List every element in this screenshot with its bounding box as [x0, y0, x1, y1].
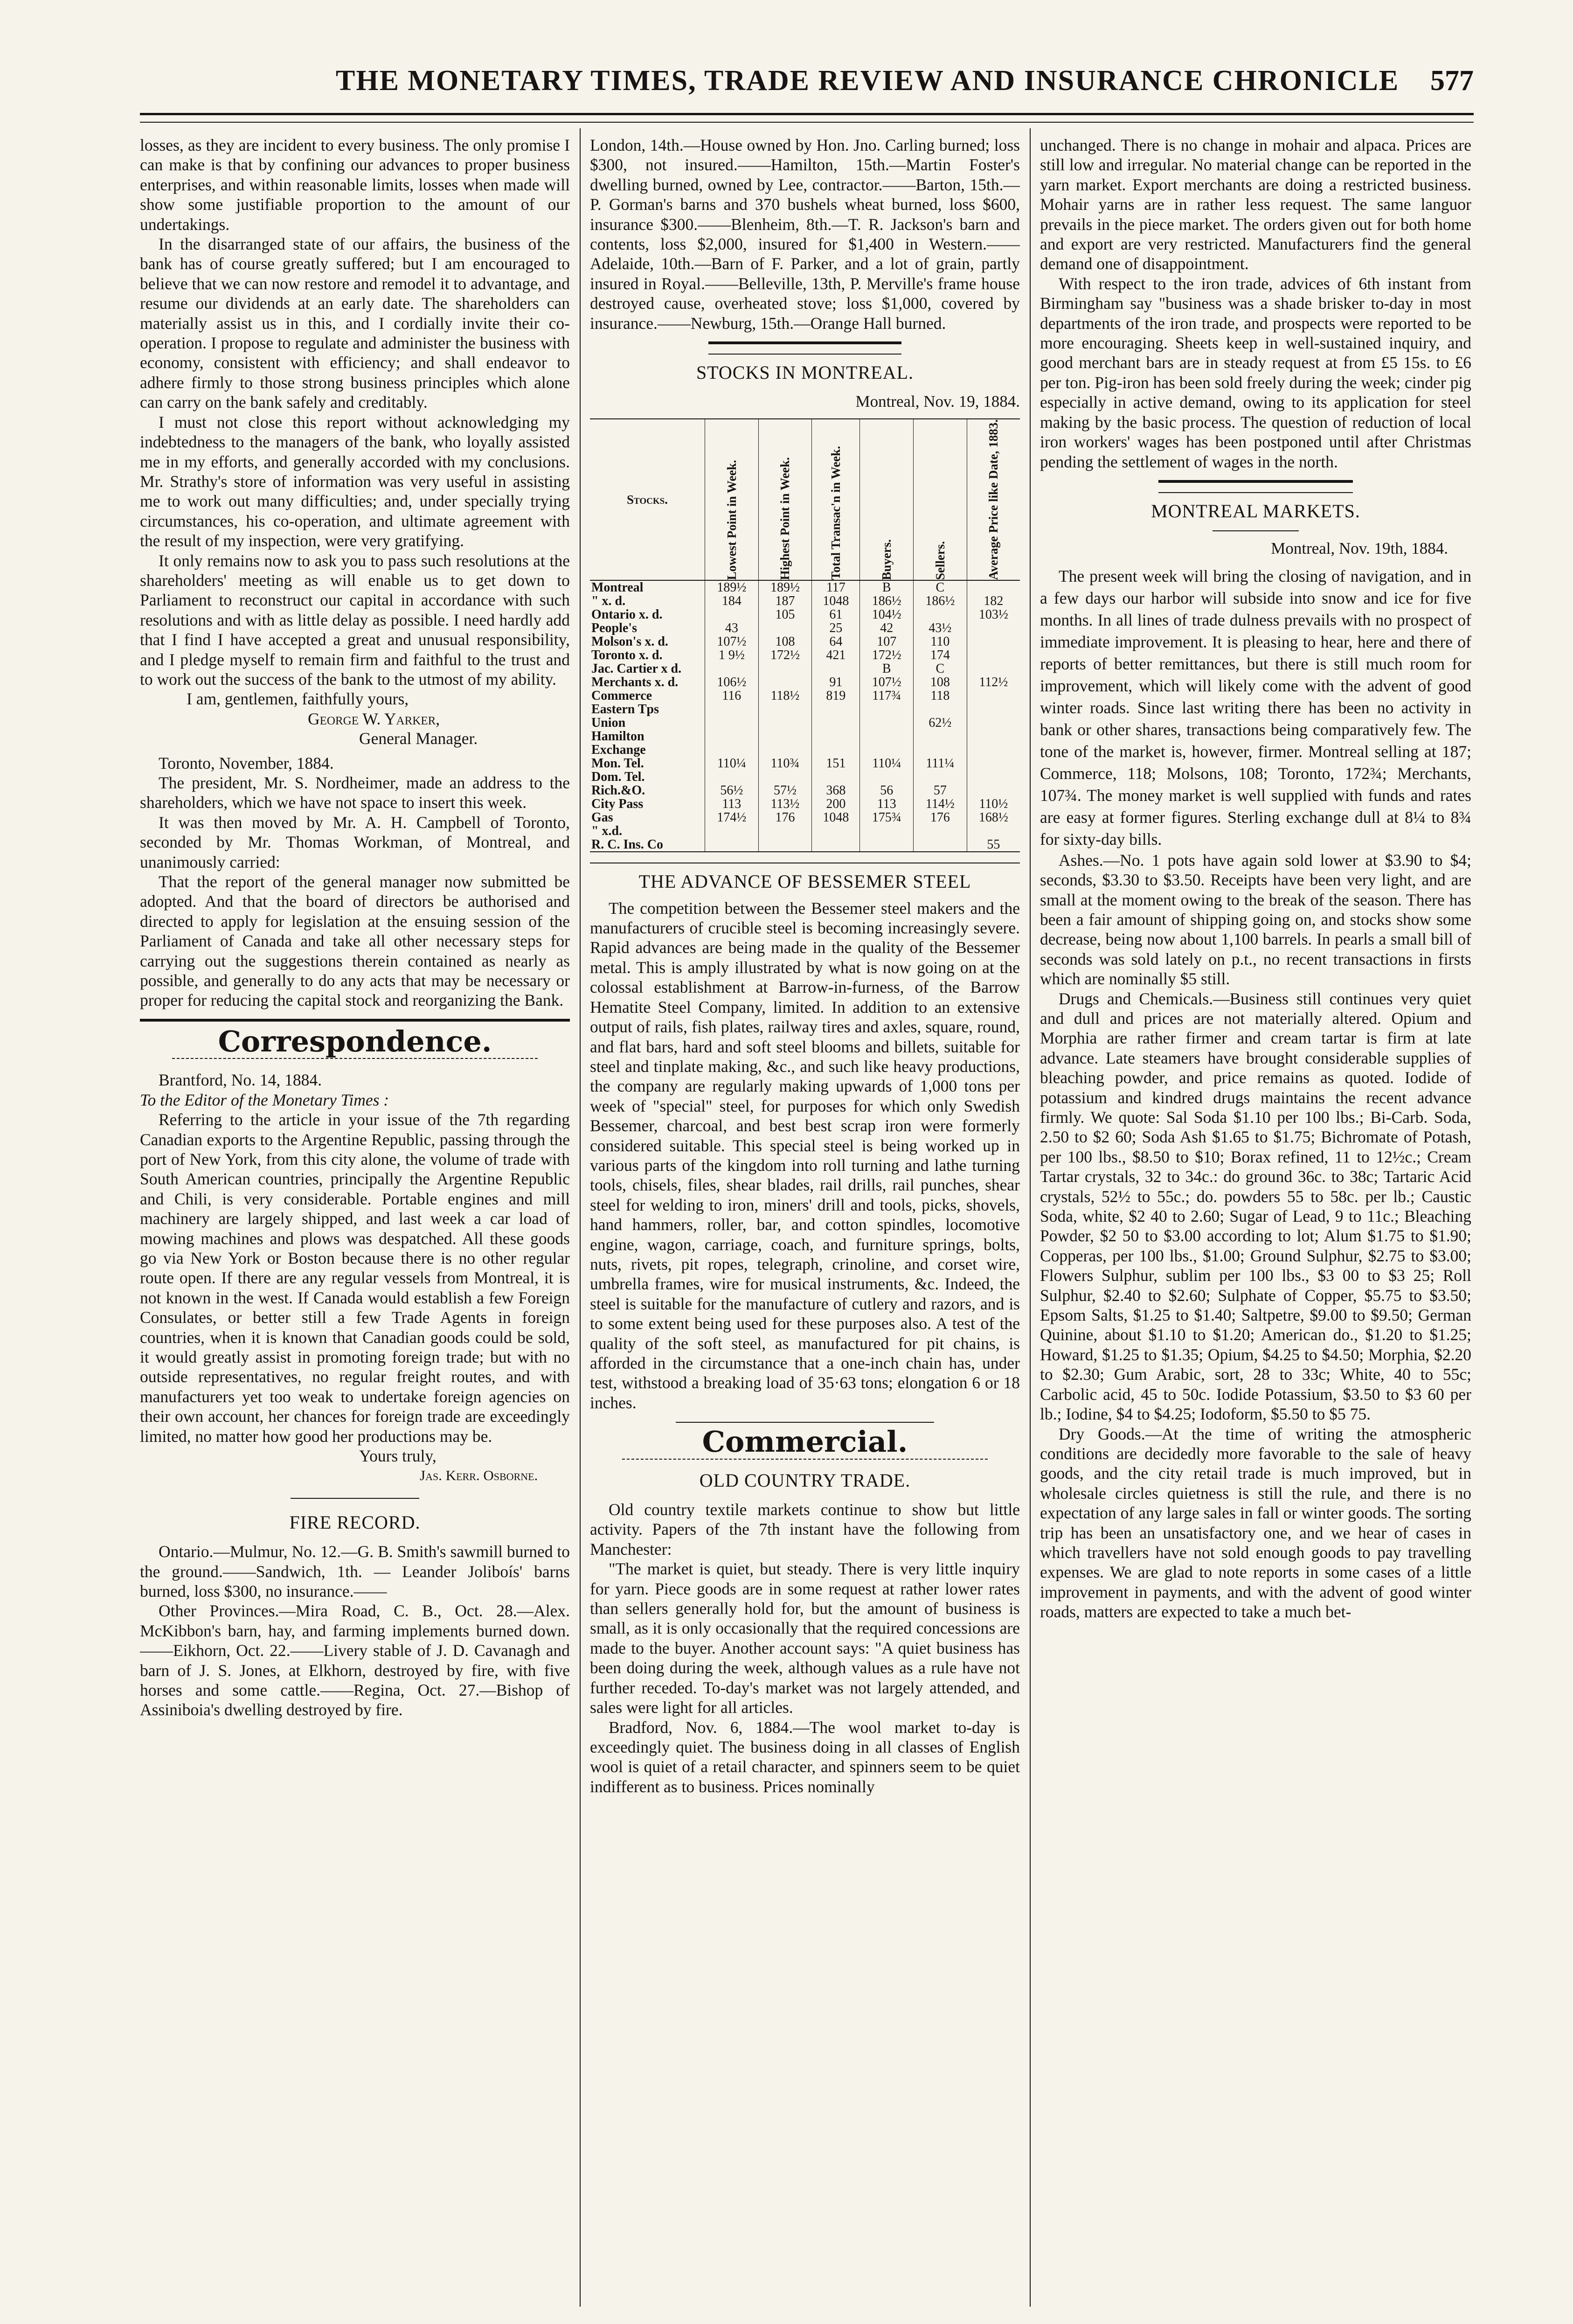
paragraph: I must not close this report without acknowledging my indebtedness to the managers of the bank, who loyally assisted me in my efforts, and generally accorded with my conclusions. Mr. Strathy's store of information was very useful in assisting me to work out many difficulties; and, under specially trying circumstances, his co-operation, and ultimate agreement with the result of my inspection, were very gratifying. [140, 412, 570, 550]
table-cell [860, 730, 914, 743]
stock-name-cell: Hamilton [591, 729, 644, 744]
table-cell: 103½ [967, 608, 1020, 621]
table-cell: 819 [812, 689, 860, 703]
table-cell [914, 730, 967, 743]
paragraph: The competition between the Bessemer steel makers and the manufacturers of crucible steel is becoming increasingly severe. Rapid advances are being made in the quality of the Bessemer metal. This is amply illustrated by what is now going on at the colossal establishment at Barrow-in-furness, of the Barrow Hematite Steel Company, limited. In addition to an extensive output of rails, fish plates, railway tires and axles, square, round, and flat bars, hard and soft steel blooms and billets, suitable for steel and tinplate making, &c., and such like heavy productions, the company are regularly making upwards of 1,000 tons per week of "special" steel, for purposes for which only Swedish Bessemer, charcoal, and best best scrap iron were formerly considered suitable. This special steel is being worked up in various parts of the kingdom into roll turning and lathe turning tools, chisels, files, shear blades, rail drills, rail punches, shear steel for welding to iron, miners' drill and tools, picks, shovels, hand hammers, roller, bar, and cotton spindles, locomotive engine, wagon, carriage, coach, and furniture springs, bolts, nuts, rivets, pit ropes, telegraph, crinoline, and corset wire, umbrella frames, wire for musical instruments, &c. Indeed, the steel is suitable for the manufacture of cutlery and razors, and is to some extent being used for these purposes also. A test of the quality of the soft steel, as manufactured for pit chains, is afforded in the circumstance that a one-inch chain has, under test, withstood a breaking load of 35·63 tons; elongation 6 or 18 inches. [590, 898, 1020, 1412]
paragraph: London, 14th.—House owned by Hon. Jno. Carling burned; loss $300, not insured.——Hamilton, 15th.—Martin Foster's dwelling burned, owned by Lee, contractor.——Barton, 15th.—P. Gorman's barns and 370 bushels wheat burned, loss $600, insurance $300.——Blenheim, 8th.—T. R. Jackson's barn and contents, loss $2,000, insured for $1,400 in Western.——Adelaide, 10th.—Barn of F. Parker, and a lot of grain, partly insured in Royal.——Belleville, 13th, P. Merville's frame house destroyed cause, overheated stove; loss $1,000, covered by insurance.——Newburg, 15th.—Orange Hall burned. [590, 136, 1020, 333]
table-cell: 64 [812, 635, 860, 648]
column-header: Buyers. [860, 419, 914, 580]
table-cell [812, 743, 860, 757]
column-header: Total Transac'n in Week. [812, 419, 860, 580]
table-cell [705, 743, 759, 757]
table-cell [758, 621, 812, 635]
table-cell: 110½ [967, 797, 1020, 811]
table-row [590, 784, 1020, 797]
table-cell [860, 716, 914, 730]
table-cell: 184 [705, 594, 759, 608]
table-cell [914, 703, 967, 716]
table-cell [967, 689, 1020, 703]
table-cell: 62½ [914, 716, 967, 730]
table-cell: 107½ [705, 635, 759, 648]
table-cell: 108 [914, 675, 967, 689]
table-cell: 110¼ [860, 757, 914, 770]
table-cell: 55 [967, 838, 1020, 852]
table-row [590, 743, 1020, 757]
table-cell [705, 838, 759, 852]
ornament-rule [622, 1459, 988, 1461]
table-cell: 107½ [860, 675, 914, 689]
paragraph: The president, Mr. S. Nordheimer, made an address to the shareholders, which we have not space to insert this week. [140, 773, 570, 812]
table-cell [812, 730, 860, 743]
section-rule [1213, 530, 1299, 531]
table-cell [705, 662, 759, 675]
table-cell: 168½ [967, 811, 1020, 824]
paragraph: unchanged. There is no change in mohair and alpaca. Prices are still low and irregular. No material change can be reported in the yarn market. Export merchants are doing a restricted business. Mohair yarns are in rather less request. The same languor prevails in the piece market. The orders given out for both home and export are very restricted. Manufacturers find the general demand one of disappointment. [1040, 136, 1471, 273]
table-cell: 1048 [812, 811, 860, 824]
stock-name-cell: Gas [591, 810, 613, 825]
table-cell: 91 [812, 675, 860, 689]
table-cell [967, 784, 1020, 797]
table-cell [967, 648, 1020, 662]
table-cell [967, 703, 1020, 716]
table-cell: 186½ [860, 594, 914, 608]
paragraph: Ontario.—Mulmur, No. 12.—G. B. Smith's sawmill burned to the ground.——Sandwich, 1th. — Leander Joliboís' barns burned, loss $300, no insurance.—— [140, 1542, 570, 1601]
table-cell: 113 [860, 797, 914, 811]
table-cell: B [860, 580, 914, 594]
column-right [1040, 135, 1471, 2304]
table-cell [812, 838, 860, 852]
table-cell: 117¾ [860, 689, 914, 703]
stock-name-cell: Rich.&O. [591, 783, 645, 798]
column-header: Lowest Point in Week. [705, 419, 759, 580]
stocks-table [590, 418, 1020, 852]
table-cell [860, 770, 914, 784]
table-cell: 175¾ [860, 811, 914, 824]
table-cell [758, 716, 812, 730]
table-cell: 174 [914, 648, 967, 662]
stocks-dateline: Montreal, Nov. 19, 1884. [855, 392, 1020, 411]
stock-name-cell: Toronto x. d. [591, 648, 663, 663]
table-cell: 172½ [758, 648, 812, 662]
table-cell [967, 621, 1020, 635]
table-cell: 200 [812, 797, 860, 811]
column-divider [580, 128, 581, 2307]
section-rule [676, 1422, 934, 1423]
table-cell [967, 635, 1020, 648]
table-row [590, 770, 1020, 784]
letter-body: Referring to the article in your issue of the 7th regarding Canadian exports to the Argentine Republic, passing through the port of New York, from this city alone, the volume of trade with South American countries, principally the Argentine Republic and Chili, is very considerable. Portable engines and mill machinery are largely shipped, and last week a car load of mowing machines and plows was despatched. All these goods go via New York or Boston because there is no other regular route open. If there are any regular vessels from Montreal, it is not known in the west. If Canada would establish a few Foreign Consulates, or better still a few Trade Agents in foreign countries, when it is known that Canadian goods could be sold, it would greatly assist in promoting foreign trade; but with no outside representatives, no regular freight routes, and with manufacturers yet too weak to undertake foreign agencies on their own account, her chances for foreign trade are exceedingly limited, no matter how good her productions may be. [140, 1110, 570, 1446]
table-cell: 189½ [705, 580, 759, 594]
table-cell: 105 [758, 608, 812, 621]
table-cell [967, 757, 1020, 770]
table-cell [967, 730, 1020, 743]
table-cell [758, 662, 812, 675]
table-row [590, 730, 1020, 743]
table-cell [967, 662, 1020, 675]
stock-name-cell: Jac. Cartier x d. [591, 661, 682, 676]
table-cell [967, 743, 1020, 757]
table-cell: 110¼ [705, 757, 759, 770]
table-cell: 189½ [758, 580, 812, 594]
table-cell: 107 [860, 635, 914, 648]
page-number: 577 [1430, 65, 1474, 97]
ornament-rule [1158, 480, 1352, 493]
table-cell [705, 608, 759, 621]
table-cell: 106½ [705, 675, 759, 689]
table-row [590, 797, 1020, 811]
stock-name-cell: Dom. Tel. [591, 770, 645, 785]
table-row [590, 635, 1020, 648]
paragraph: Dry Goods.—At the time of writing the atmospheric conditions are decidedly more favorable to the sale of heavy goods, and the city retail trade is much improved, but in wholesale circles quietness is still the rule, and there is no expectation of any large sales in fall or winter goods. The sorting trip has been an unsatisfactory one, and we hear of cases in which travellers have not sold enough goods to pay travelling expenses. We are glad to note reports in some cases of a little improvement in payments, and with the advent of good winter roads, matters are expected to take a much bet- [1040, 1424, 1471, 1621]
table-row [590, 621, 1020, 635]
table-cell: 117 [812, 580, 860, 594]
table-cell: 118½ [758, 689, 812, 703]
montreal-markets-heading: MONTREAL MARKETS. [1151, 500, 1360, 522]
table-cell [758, 730, 812, 743]
publication-title: THE MONETARY TIMES, TRADE REVIEW AND INSURANCE CHRONICLE [336, 65, 1400, 97]
table-cell: 1 9½ [705, 648, 759, 662]
commercial-heading: Commercial. [702, 1425, 908, 1459]
column-divider [1030, 128, 1031, 2307]
column-header: Highest Point in Week. [758, 419, 812, 580]
table-cell [812, 716, 860, 730]
table-cell: 56 [860, 784, 914, 797]
letter-dateline: Brantford, No. 14, 1884. [159, 1071, 322, 1090]
table-cell [914, 770, 967, 784]
ornament-rule [708, 341, 902, 355]
table-cell [705, 770, 759, 784]
table-cell: 116 [705, 689, 759, 703]
paragraph: Old country textile markets continue to show but little activity. Papers of the 7th instant have the following from Manchester: [590, 1500, 1020, 1559]
ornament-rule [172, 1058, 538, 1061]
stock-name-cell: Commerce [591, 689, 652, 703]
table-cell [967, 716, 1020, 730]
table-cell: 187 [758, 594, 812, 608]
table-cell [705, 824, 759, 838]
table-cell: 118 [914, 689, 967, 703]
header-rule [140, 113, 1474, 123]
table-cell: 61 [812, 608, 860, 621]
paragraph: "The market is quiet, but steady. There is very little inquiry for yarn. Piece goods are in some request at rather lower rates than sellers generally hold for, but the amount of business is small, as it is only occasionally that the required concessions are made to the buyer. Another account says: "A quiet business has been doing during the week, although values as a rule have not further receded. To-day's market was not largely attended, and sales were light for all articles. [590, 1559, 1020, 1717]
letter-closing: Yours truly, [359, 1447, 437, 1465]
page-header [140, 56, 1474, 107]
table-cell [914, 608, 967, 621]
paragraph: Bradford, Nov. 6, 1884.—The wool market to-day is exceedingly quiet. The business doing in all classes of English wool is quiet of a retail character, and spinners seem to be quiet indifferent as to business. Prices nominally [590, 1718, 1020, 1796]
table-row [590, 648, 1020, 662]
stock-name-cell: City Pass [591, 797, 644, 812]
table-cell: 43½ [914, 621, 967, 635]
table-cell: 57½ [758, 784, 812, 797]
table-cell: 368 [812, 784, 860, 797]
paragraph: Other Provinces.—Mira Road, C. B., Oct. 28.—Alex. McKibbon's barn, hay, and farming implements burned down.——Eikhorn, Oct. 22.——Livery stable of J. D. Cavanagh and barn of J. S. Jones, at Elkhorn, destroyed by fire, with five horses and some cattle.——Regina, Oct. 27.—Bishop of Assiniboia's dwelling destroyed by fire. [140, 1601, 570, 1719]
table-cell: 113 [705, 797, 759, 811]
table-cell: 110¾ [758, 757, 812, 770]
table-cell: C [914, 662, 967, 675]
table-cell [758, 770, 812, 784]
table-cell: 182 [967, 594, 1020, 608]
table-cell [914, 824, 967, 838]
paragraph: losses, as they are incident to every business. The only promise I can make is that by confining our advances to proper business enterprises, and within reasonable limits, losses when made will show some justifiable proportion to the amount of our undertakings. [140, 136, 570, 234]
table-cell: 174½ [705, 811, 759, 824]
table-cell: 176 [914, 811, 967, 824]
table-cell: 151 [812, 757, 860, 770]
dateline: Toronto, November, 1884. [159, 753, 334, 772]
signature-title: General Manager. [359, 729, 478, 748]
table-row [590, 580, 1020, 594]
paragraph: The present week will bring the closing of navigation, and in a few days our harbor will subside into snow and ice for five months. In all lines of trade dulness prevails with no prospect of immediate improvement. It is pleasing to hear, here and there of reports of better remittances, but there is still much room for improvement, which will likely come with the advent of good winter roads. Since last writing there has been no activity in bank or other shares, transactions being comparatively few. The tone of the market is, however, firmer. Montreal selling at 187; Commerce, 118; Molsons, 108; Toronto, 172¾; Merchants, 107¾. The money market is well supplied with funds and rates are easy at former figures. Sterling exchange dull at 8¼ to 8¾ for sixty-day bills. [1040, 566, 1471, 849]
table-cell: 114½ [914, 797, 967, 811]
table-cell: 1048 [812, 594, 860, 608]
table-cell [758, 675, 812, 689]
table-row [590, 689, 1020, 703]
bessemer-heading: THE ADVANCE OF BESSEMER STEEL [638, 871, 971, 892]
table-cell [758, 838, 812, 852]
table-cell [967, 580, 1020, 594]
table-cell: 104½ [860, 608, 914, 621]
table-row [590, 757, 1020, 770]
table-cell [758, 703, 812, 716]
stocks-table-body [590, 580, 1020, 852]
table-cell: C [914, 580, 967, 594]
table-cell [914, 743, 967, 757]
table-cell [705, 716, 759, 730]
table-cell [705, 703, 759, 716]
table-cell: 25 [812, 621, 860, 635]
column-header: Average Price like Date, 1883. [967, 419, 1020, 580]
fire-record-heading: FIRE RECORD. [289, 1511, 421, 1533]
stocks-heading: STOCKS IN MONTREAL. [696, 362, 914, 383]
signature-name: George W. Yarker, [308, 709, 440, 728]
stock-name-cell: Ontario x. d. [591, 607, 663, 622]
table-cell [705, 730, 759, 743]
table-row [590, 716, 1020, 730]
stock-name-cell: " x. d. [591, 594, 626, 609]
stock-name-cell: Mon. Tel. [591, 756, 644, 771]
section-rule [140, 1019, 570, 1023]
column-left [140, 135, 570, 2304]
table-cell [758, 824, 812, 838]
table-row [590, 594, 1020, 608]
section-rule [291, 1498, 420, 1501]
table-cell: 43 [705, 621, 759, 635]
stock-name-cell: People's [591, 621, 637, 636]
table-cell: B [860, 662, 914, 675]
table-cell: 108 [758, 635, 812, 648]
signature-line: I am, gentlemen, faithfully yours, [187, 689, 409, 709]
table-cell [812, 770, 860, 784]
table-row [590, 824, 1020, 838]
column-header: Stocks. [627, 492, 668, 507]
table-row [590, 703, 1020, 716]
table-row [590, 608, 1020, 621]
stock-name-cell: Exchange [591, 743, 646, 758]
table-cell: 172½ [860, 648, 914, 662]
table-cell: 111¼ [914, 757, 967, 770]
table-cell [812, 824, 860, 838]
paragraph: It was then moved by Mr. A. H. Campbell of Toronto, seconded by Mr. Thomas Workman, of Montreal, and unanimously carried: [140, 813, 570, 871]
table-cell: 57 [914, 784, 967, 797]
stock-name-cell: Montreal [591, 580, 644, 595]
correspondence-heading: Correspondence. [218, 1024, 492, 1058]
markets-dateline: Montreal, Nov. 19th, 1884. [1271, 539, 1448, 558]
paragraph: Drugs and Chemicals.—Business still continues very quiet and dull and prices are not materially altered. Opium and Morphia are rather firmer and cream tartar is firm at late advance. Late steamers have brought considerable supplies of bleaching powder, and price remains as quoted. Iodide of potassium and kindred drugs maintains the recent advance firmly. We quote: Sal Soda $1.10 per 100 lbs.; Bi-Carb. Soda, 2.50 to $2 60; Soda Ash $1.65 to $1.75; Bichromate of Potash, per 100 lbs., $8.50 to $10; Borax refined, 11 to 12½c.; Cream Tartar crystals, 32 to 34c.: do ground 36c. to 38c; Tartaric Acid crystals, 52½ to 55c.; do. powders 55 to 58c. per lb.; Caustic Soda, white, $2 40 to 2.60; Sugar of Lead, 9 to 11c.; Bleaching Powder, $2 50 to $3.00 according to lot; Alum $1.75 to $1.90; Copperas, per 100 lbs., $1.00; Ground Sulphur, $2.75 to $3.00; Flowers Sulphur, sublim per 100 lbs., $3 00 to $3 25; Roll Sulphur, $2.40 to $2.60; Sulphate of Copper, $5.75 to $3.50; Epsom Salts, $1.25 to $1.40; Saltpetre, $9.00 to $9.50; German Quinine, about $1.10 to $1.20; American do., $1.20 to $1.25; Howard, $1.25 to $1.35; Opium, $4.25 to $4.50; Morphia, $2.20 to $2.30; Gum Arabic, sort, 28 to 33c; White, 40 to 55c; Carbolic acid, 45 to 50c. Iodide Potassium, $3.50 to $3 60 per lb.; Iodine, $4 to $4.25; Iodoform, $5.50 to $5 75. [1040, 989, 1471, 1424]
stock-name-cell: R. C. Ins. Co [591, 837, 664, 852]
table-cell [967, 824, 1020, 838]
table-cell: 421 [812, 648, 860, 662]
stock-name-cell: " x.d. [591, 824, 623, 839]
table-cell [860, 824, 914, 838]
table-row [590, 675, 1020, 689]
stock-name-cell: Union [591, 716, 626, 731]
paragraph: That the report of the general manager now submitted be adopted. And that the board of directors be authorised and directed to apply for legislation at the ensuing session of the Parliament of Canada and take all other necessary steps for carrying out the suggestions therein contained as nearly as possible, and generally to do any acts that may be necessary or proper for reducing the capital stock and reorganizing the Bank. [140, 872, 570, 1010]
paragraph: It only remains now to ask you to pass such resolutions at the shareholders' meeting as will enable us to get down to Parliament to reconstruct our capital in accordance with such resolutions and with as little delay as possible. I need hardly add that I find I have accepted a great and unusual responsibility, and I pledge myself to remain firm and faithful to the trust and to work out the success of the bank to the utmost of my ability. [140, 551, 570, 689]
table-row [590, 838, 1020, 852]
table-cell [812, 703, 860, 716]
table-cell [860, 703, 914, 716]
table-row [590, 662, 1020, 675]
table-row [590, 811, 1020, 824]
table-cell [860, 743, 914, 757]
table-cell [860, 838, 914, 852]
table-cell [914, 838, 967, 852]
table-cell [812, 662, 860, 675]
stock-name-cell: Eastern Tps [591, 702, 659, 717]
table-cell [758, 743, 812, 757]
column-header: Sellers. [914, 419, 967, 580]
paragraph: In the disarranged state of our affairs, the business of the bank has of course greatly suffered; but I am encouraged to believe that we can now restore and remodel it to advantage, and resume our dividends at an early date. The shareholders can materially assist us in this, and I cordially invite their co-operation. I propose to regulate and administer the business with economy, consistent with efficiency; and shall endeavor to adhere firmly to those strong business principles which alone can carry on the bank safely and creditably. [140, 235, 570, 412]
paragraph: With respect to the iron trade, advices of 6th instant from Birmingham say "business was a shade brisker to-day in most departments of the iron trade, and prospects were reported to be more encouraging. Sheets keep in well-sustained inquiry, and good merchant bars are in steady request at from £5 15s. to £6 per ton. Pig-iron has been sold freely during the week; cinder pig especially in active demand, owing to its application for steel making by the basic process. The question of reduction of local iron workers' wages has been postponed until after Christmas pending the settlement of wages in the north. [1040, 274, 1471, 471]
table-cell: 42 [860, 621, 914, 635]
table-cell: 113½ [758, 797, 812, 811]
table-cell: 112½ [967, 675, 1020, 689]
old-country-heading: OLD COUNTRY TRADE. [699, 1469, 911, 1491]
column-middle [590, 135, 1020, 2304]
stock-name-cell: Molson's x. d. [591, 634, 668, 649]
table-cell [967, 770, 1020, 784]
table-cell: 56½ [705, 784, 759, 797]
stock-name-cell: Merchants x. d. [591, 675, 679, 690]
table-cell: 176 [758, 811, 812, 824]
table-cell: 110 [914, 635, 967, 648]
letter-salutation: To the Editor of the Monetary Times : [140, 1090, 389, 1109]
table-cell: 186½ [914, 594, 967, 608]
letter-signature: Jas. Kerr. Osborne. [420, 1467, 538, 1484]
paragraph: Ashes.—No. 1 pots have again sold lower at $3.90 to $4; seconds, $3.30 to $3.50. Receipts have been very light, and are small at the moment owing to the break of the season. There has been a fair amount of shipping going on, and stocks show some decrease, being now about 1,100 barrels. In pearls a small bill of seconds was sold lately on p.t., no recent transactions in firsts which are nominally $5 still. [1040, 850, 1471, 988]
